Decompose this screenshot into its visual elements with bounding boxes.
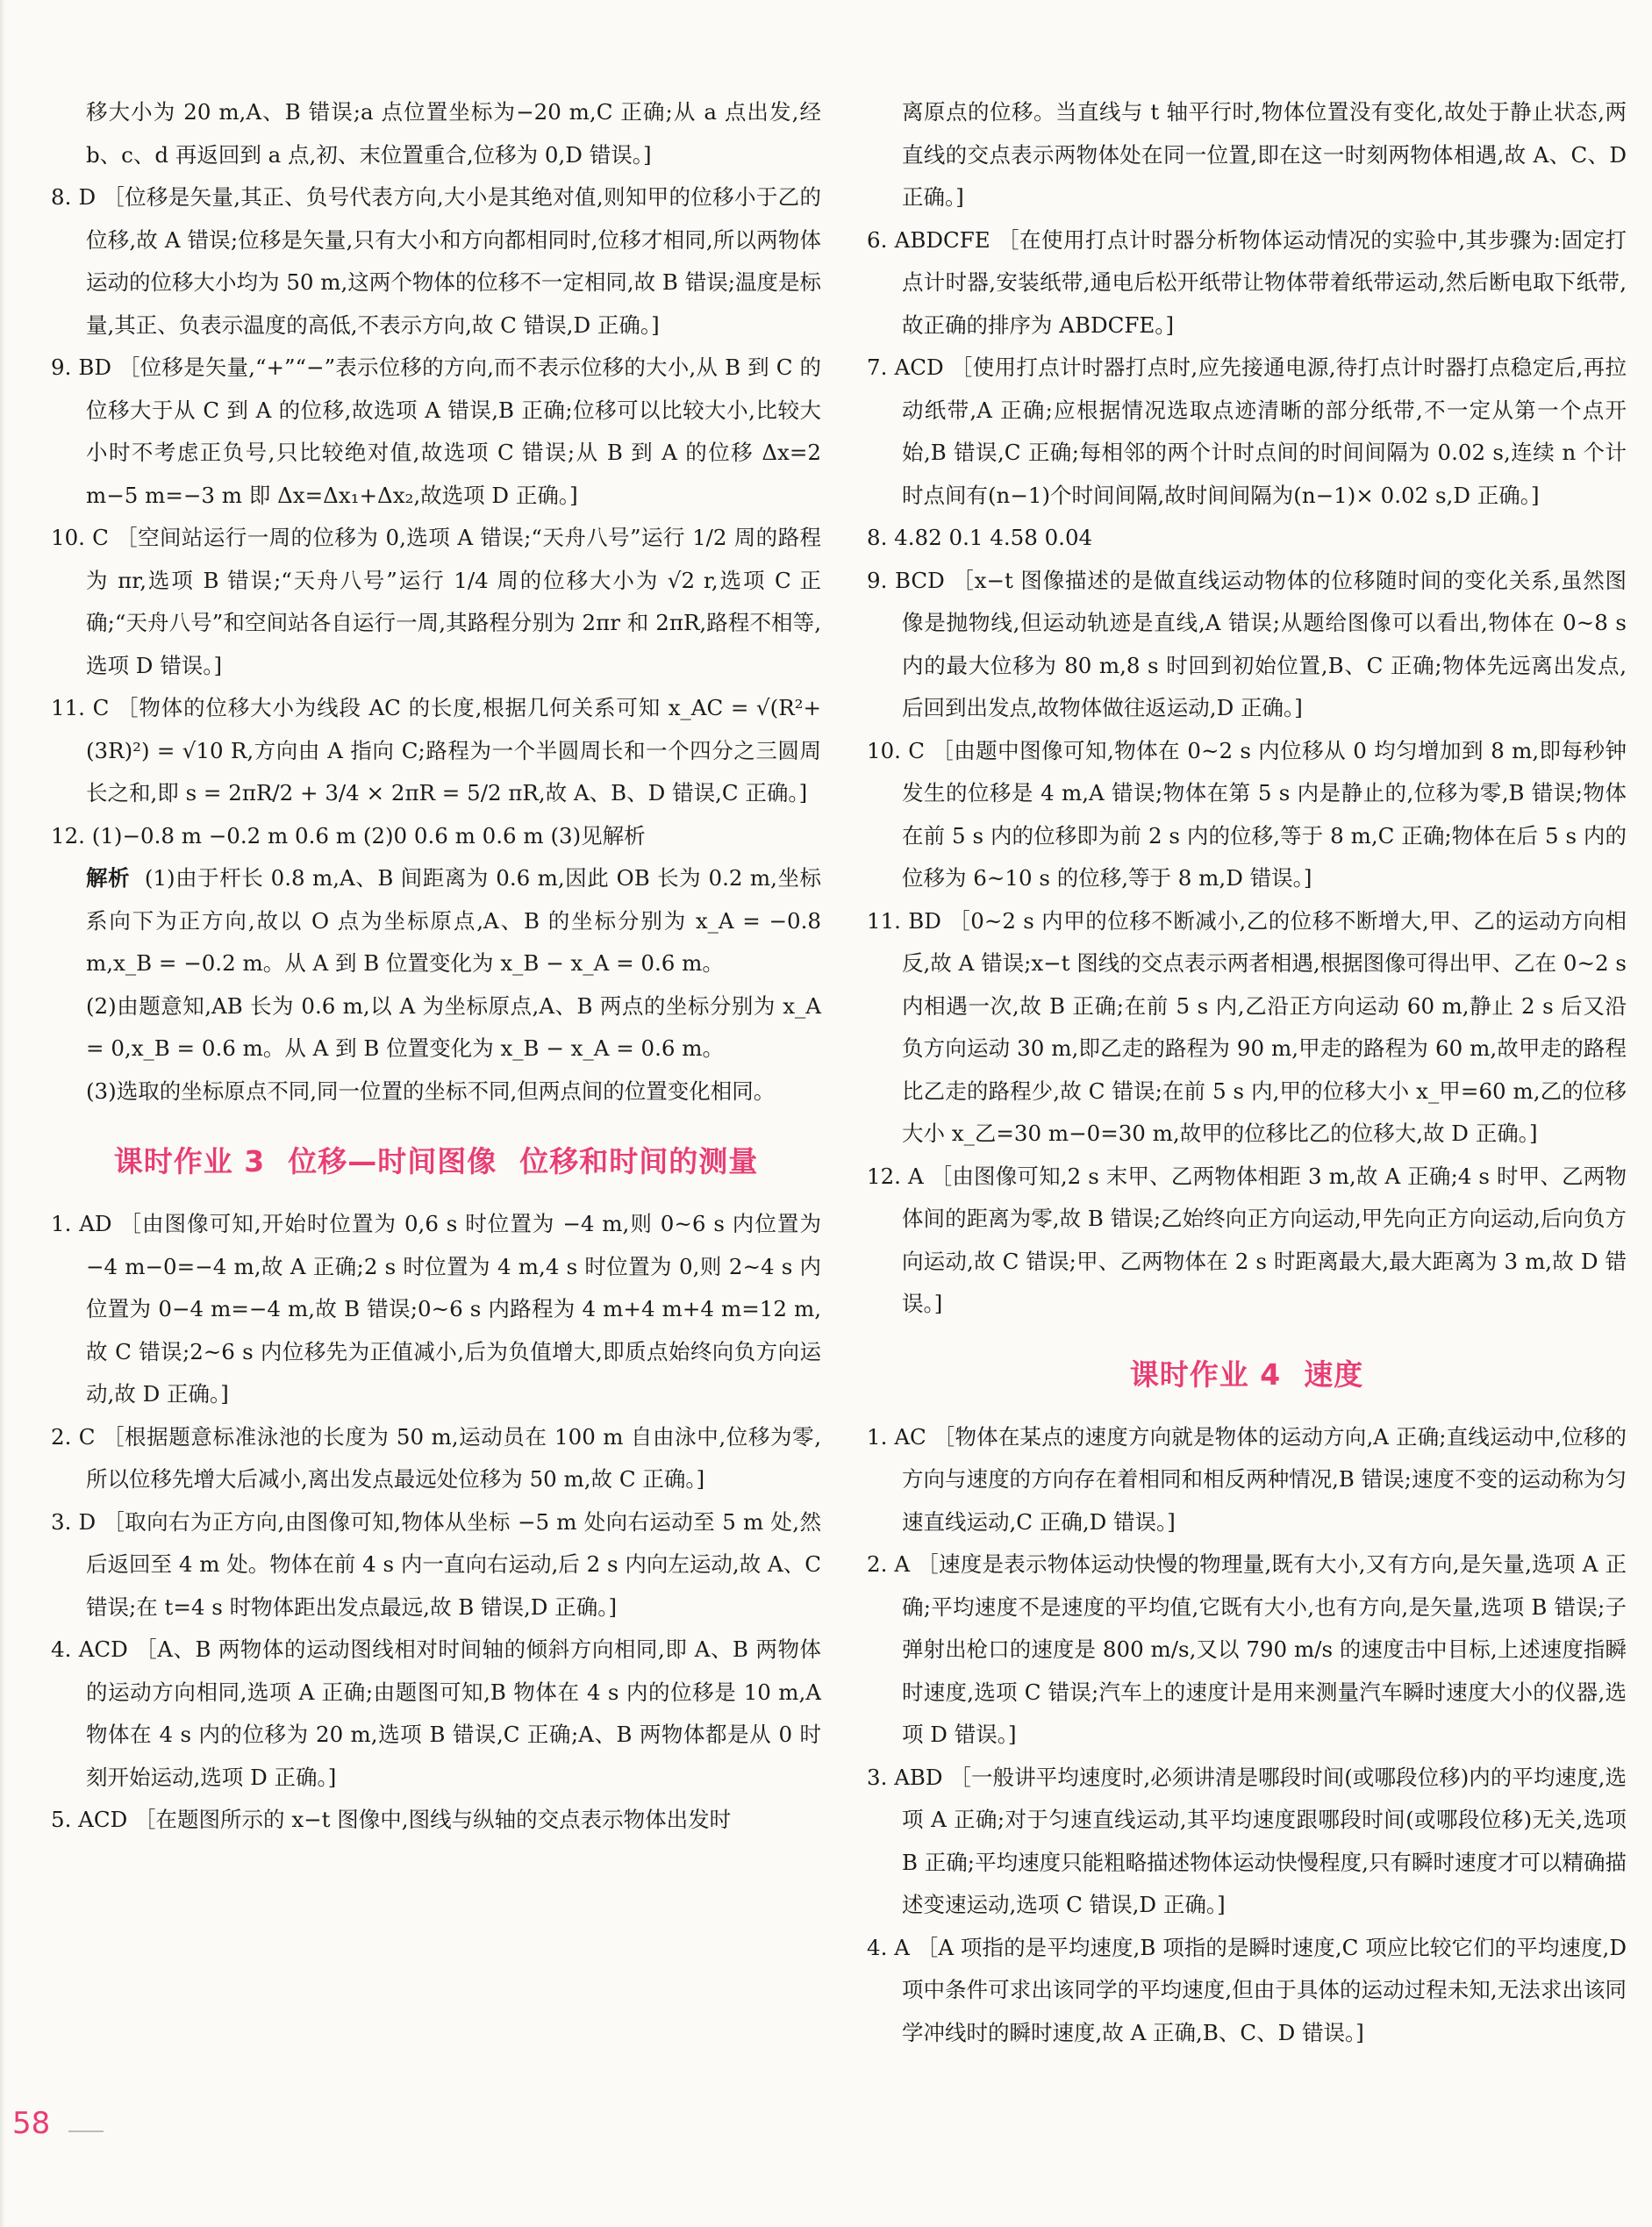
section-title-text: 速度 [1304,1357,1364,1392]
section-title-part1: 位移—时间图像 [288,1144,497,1178]
section-label: 课时作业 4 [1129,1357,1282,1392]
answer-9: 9. BCD ［x−t 图像描述的是做直线运动物体的位移随时间的变化关系,虽然图像是抛物线,但运动轨迹是直线,A 错误;从题给图像可以看出,物体在 0~8 s 内的最大位移为 80 m,8 s 时回到初始位置,B、C 正确;物体先远离出发点,后回到出发点,故物体做往返运动,D 正确。] [867,567,1627,720]
answer-9: 9. BD ［位移是矢量,“+”“−”表示位移的方向,而不表示位移的大小,从 B 到 C 的位移大于从 C 到 A 的位移,故选项 A 错误,B 正确;位移可以比较大小,比较大小时不考虑正负号,只比较绝对值,故选项 C 错误;从 B 到 A 的位移 Δx=2 m−5 m=−3 m 即 Δx=Δx₁+Δx₂,故选项 D 正确。] [51,354,821,508]
right-column [867,91,1627,2054]
page-number: 58 [12,2106,51,2141]
answer-s3-3: 3. D ［取向右为正方向,由图像可知,物体从坐标 −5 m 处向右运动至 5 m 处,然后返回至 4 m 处。物体在前 4 s 内一直向右运动,后 2 s 内向左运动,故 A、C 错误;在 t=4 s 时物体距出发点最远,故 B 错误,D 正确。] [51,1508,821,1620]
answer-12: 12. A ［由图像可知,2 s 末甲、乙两物体相距 3 m,故 A 正确;4 s 时甲、乙两物体间的距离为零,故 B 错误;乙始终向正方向运动,甲先向正方向运动,后向负方向运动,故 C 错误;甲、乙两物体在 2 s 时距离最大,最大距离为 3 m,故 D 错误。] [867,1163,1627,1316]
answer-s3-5: 5. ACD ［在题图所示的 x−t 图像中,图线与纵轴的交点表示物体出发时 [51,1807,732,1832]
answer-12: 12. (1)−0.8 m −0.2 m 0.6 m (2)0 0.6 m 0.6 m (3)见解析 [51,822,646,849]
answer-11: 11. C ［物体的位移大小为线段 AC 的长度,根据几何关系可知 x_AC = √(R²+(3R)²) = √10 R,方向由 A 指向 C;路程为一个半圆周长和一个四分之三圆周长之和,即 s = 2πR/2 + 3/4 × 2πR = 5/2 πR,故 A、B、D 错误,C 正确。] [51,695,821,806]
answer-12-analysis-a [51,857,821,985]
answer-7: 7. ACD ［使用打点计时器打点时,应先接通电源,待打点计时器打点稳定后,再拉动纸带,A 正确;应根据情况选取点迹清晰的部分纸带,不一定从第一个点开始,B 错误,C 正确;每相邻的两个计时点间的时间间隔为 0.02 s,连续 n 个计时点间有(n−1)个时间间隔,故时间间隔为(n−1)× 0.02 s,D 正确。] [867,354,1627,508]
answer-s4-1: 1. AC ［物体在某点的速度方向就是物体的运动方向,A 正确;直线运动中,位移的方向与速度的方向存在着相同和相反两种情况,B 错误;速度不变的运动称为匀速直线运动,C 正确,D 错误。] [867,1423,1627,1535]
answer-s4-3: 3. ABD ［一般讲平均速度时,必须讲清是哪段时间(或哪段位移)内的平均速度,选项 A 正确;对于匀速直线运动,其平均速度跟哪段时间(或哪段位移)无关,选项 B 正确;平均速度只能粗略描述物体运动快慢程度,只有瞬时速度才可以精确描述变速运动,选项 C 错误,D 正确。] [867,1764,1627,1917]
section-label: 课时作业 3 [113,1144,266,1178]
analysis-text-a: (1)由于杆长 0.8 m,A、B 间距离为 0.6 m,因此 OB 长为 0.2 m,坐标系向下为正方向,故以 O 点为坐标原点,A、B 的坐标分别为 x_A = −0.8 m,x_B = −0.2 m。从 A 到 B 位置变化为 x_B − x_A = 0.6 m。 [86,865,822,976]
answer-12-analysis-b: (2)由题意知,AB 长为 0.6 m,以 A 为坐标原点,A、B 两点的坐标分别为 x_A = 0,x_B = 0.6 m。从 A 到 B 位置变化为 x_B − x_A = 0.6 m。 [86,992,821,1061]
answer-continued: 移大小为 20 m,A、B 错误;a 点位置坐标为−20 m,C 正确;从 a 点出发,经 b、c、d 再返回到 a 点,初、末位置重合,位移为 0,D 错误。] [86,99,821,168]
answer-6: 6. ABDCFE ［在使用打点计时器分析物体运动情况的实验中,其步骤为:固定打点计时器,安装纸带,通电后松开纸带让物体带着纸带运动,然后断电取下纸带,故正确的排序为 ABDCFE。] [867,226,1627,338]
answer-s3-4: 4. ACD ［A、B 两物体的运动图线相对时间轴的倾斜方向相同,即 A、B 两物体的运动方向相同,选项 A 正确;由题图可知,B 物体在 4 s 内的位移是 10 m,A 物体在 4 s 内的位移为 20 m,选项 B 错误,C 正确;A、B 两物体都是从 0 时刻开始运动,选项 D 正确。] [51,1636,821,1790]
answer-8: 8. 4.82 0.1 4.58 0.04 [867,525,1093,550]
analysis-label: 解析 [86,865,131,891]
answer-10: 10. C ［由题中图像可知,物体在 0~2 s 内位移从 0 均匀增加到 8 m,即每秒钟发生的位移是 4 m,A 错误;物体在第 5 s 内是静止的,位移为零,B 错误;物体在前 5 s 内的位移即为前 2 s 内的位移,等于 8 m,C 正确;物体在后 5 s 内的位移为 6~10 s 的位移,等于 8 m,D 错误。] [867,737,1627,891]
answer-8: 8. D ［位移是矢量,其正、负号代表方向,大小是其绝对值,则知甲的位移小于乙的位移,故 A 错误;位移是矢量,只有大小和方向都相同时,位移才相同,所以两物体运动的位移大小均为 50 m,这两个物体的位移不一定相同,故 B 错误;温度是标量,其正、负表示温度的高低,不表示方向,故 C 错误,D 正确。] [51,184,821,338]
answer-s3-1: 1. AD ［由图像可知,开始时位置为 0,6 s 时位置为 −4 m,则 0~6 s 内位置为 −4 m−0=−4 m,故 A 正确;2 s 时位置为 4 m,4 s 时位置为 0,则 2~4 s 内位置为 0−4 m=−4 m,故 B 错误;0~6 s 内路程为 4 m+4 m+4 m=12 m,故 C 错误;2~6 s 内位移先为正值减小,后为负值增大,即质点始终向负方向运动,故 D 正确。] [51,1211,821,1407]
answer-continued: 离原点的位移。当直线与 t 轴平行时,物体位置没有变化,故处于静止状态,两直线的交点表示两物体处在同一位置,即在这一时刻两物体相遇,故 A、C、D 正确。] [902,99,1627,210]
answer-s4-2: 2. A ［速度是表示物体运动快慢的物理量,既有大小,又有方向,是矢量,选项 A 正确;平均速度不是速度的平均值,它既有大小,也有方向,是矢量,选项 B 错误;子弹射出枪口的速度是 800 m/s,又以 790 m/s 的速度击中目标,上述速度指瞬时速度,选项 C 错误;汽车上的速度计是用来测量汽车瞬时速度大小的仪器,选项 D 错误。] [867,1551,1627,1747]
answer-12-analysis-c: (3)选取的坐标原点不同,同一位置的坐标不同,但两点间的位置变化相同。 [86,1078,776,1104]
left-column [51,91,821,1842]
answer-10: 10. C ［空间站运行一周的位移为 0,选项 A 错误;“天舟八号”运行 1/2 周的路程为 πr,选项 B 错误;“天舟八号”运行 1/4 周的位移大小为 √2 r,选项 C 正确;“天舟八号”和空间站各自运行一周,其路程分别为 2πr 和 2πR,路程不相等,选项 D 错误。] [51,525,821,678]
section-title-part2: 位移和时间的测量 [519,1144,759,1178]
answer-s4-4: 4. A ［A 项指的是平均速度,B 项指的是瞬时速度,C 项应比较它们的平均速度,D 项中条件可求出该同学的平均速度,但由于具体的运动过程未知,无法求出该同学冲线时的瞬时速度,故 A 正确,B、C、D 错误。] [867,1934,1627,2045]
answer-11: 11. BD ［0~2 s 内甲的位移不断减小,乙的位移不断增大,甲、乙的运动方向相反,故 A 错误;x−t 图线的交点表示两者相遇,根据图像可得出甲、乙在 0~2 s 内相遇一次,故 B 正确;在前 5 s 内,乙沿正方向运动 60 m,静止 2 s 后又沿负方向运动 30 m,即乙走的路程为 90 m,甲走的路程为 60 m,故甲走的路程比乙走的路程少,故 C 错误;在前 5 s 内,甲的位移大小 x_甲=60 m,乙的位移大小 x_乙=30 m−0=30 m,故甲的位移比乙的位移大,故 D 正确。] [867,907,1627,1146]
binding-gutter [0,0,5,2227]
section-title-3 [51,1139,821,1180]
section-title-4 [867,1352,1627,1393]
answer-s3-2: 2. C ［根据题意标准泳池的长度为 50 m,运动员在 100 m 自由泳中,位移为零,所以位移先增大后减小,离出发点最远处位移为 50 m,故 C 正确。] [51,1423,821,1492]
page-number-rule [68,2130,104,2132]
